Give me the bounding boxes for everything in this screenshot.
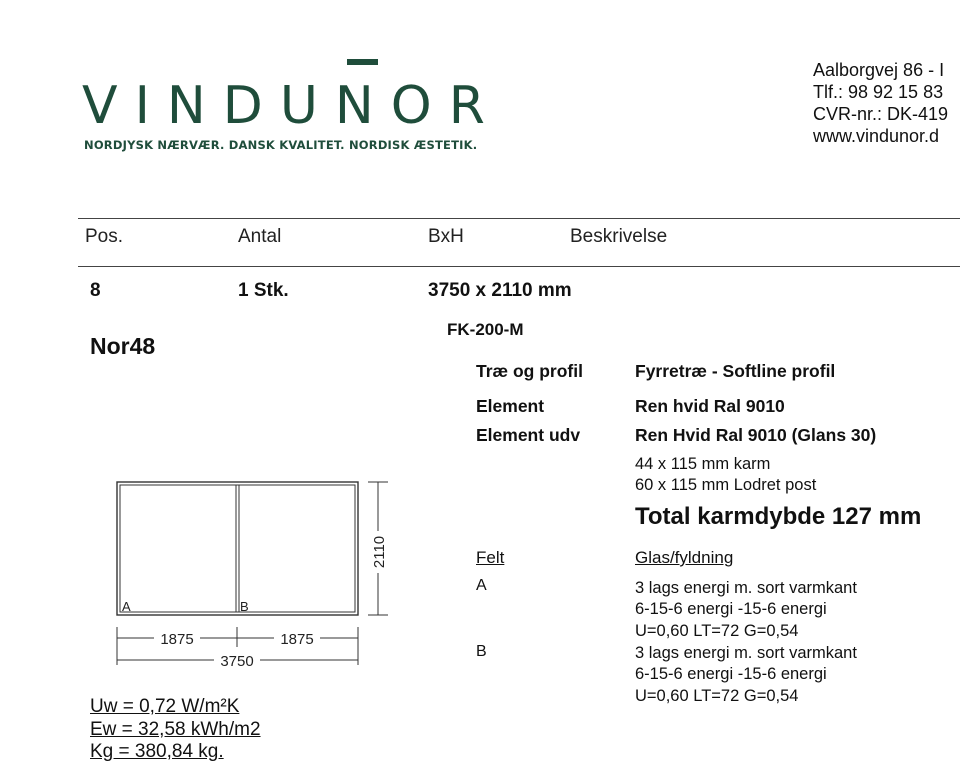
width-right-label: 1875 [280, 631, 314, 648]
item-bxh: 3750 x 2110 mm [428, 280, 572, 301]
field-a-line3: U=0,60 LT=72 G=0,54 [635, 622, 799, 640]
header-pos: Pos. [85, 226, 124, 247]
table-top-rule [78, 218, 960, 219]
width-left-label: 1875 [160, 631, 194, 648]
header-antal: Antal [238, 226, 282, 247]
prop-label-element-udv: Element udv [476, 425, 581, 445]
prop-value-wood: Fyrretræ - Softline profil [635, 361, 836, 381]
window-inner-frame [120, 485, 355, 612]
frame-total-depth: Total karmdybde 127 mm [635, 503, 922, 530]
logo-macron [347, 59, 378, 65]
item-pos: 8 [90, 280, 101, 301]
window-outer-frame [117, 482, 358, 615]
window-drawing [110, 475, 400, 675]
prop-label-wood: Træ og profil [476, 361, 583, 381]
field-a-line1: 3 lags energi m. sort varmkant [635, 579, 857, 597]
field-b-line3: U=0,60 LT=72 G=0,54 [635, 687, 799, 705]
address-line-1: Aalborgvej 86 - I [813, 60, 945, 80]
header-beskrivelse: Beskrivelse [570, 226, 668, 247]
prop-label-element: Element [476, 396, 545, 416]
height-dim-label: 2110 [371, 535, 388, 569]
item-name: Nor48 [90, 333, 156, 359]
spec-ew: Ew = 32,58 kWh/m2 [90, 719, 261, 740]
address-phone: Tlf.: 98 92 15 83 [813, 82, 944, 102]
field-b-letter: B [476, 643, 487, 660]
field-b-line2: 6-15-6 energi -15-6 energi [635, 665, 827, 683]
field-a-letter: A [476, 577, 487, 594]
field-b-line1: 3 lags energi m. sort varmkant [635, 644, 857, 662]
spec-uw: Uw = 0,72 W/m²K [90, 696, 240, 717]
prop-value-element: Ren hvid Ral 9010 [635, 396, 785, 416]
item-antal: 1 Stk. [238, 280, 289, 301]
header-bxh: BxH [428, 226, 464, 247]
address-cvr: CVR-nr.: DK-419 [813, 104, 949, 124]
item-code: FK-200-M [447, 320, 524, 339]
prop-value-element-udv: Ren Hvid Ral 9010 (Glans 30) [635, 425, 877, 445]
field-a-line2: 6-15-6 energi -15-6 energi [635, 600, 827, 618]
company-logo: VINDUNOR [82, 76, 502, 136]
address-website: www.vindunor.d [813, 126, 940, 146]
felt-header: Felt [476, 548, 505, 567]
pane-a-label: A [122, 599, 131, 614]
frame-karm: 44 x 115 mm karm [635, 455, 771, 473]
glas-header: Glas/fyldning [635, 548, 734, 567]
table-header-rule [78, 266, 960, 267]
total-width-label: 3750 [220, 653, 254, 670]
frame-post: 60 x 115 mm Lodret post [635, 476, 817, 494]
spec-kg: Kg = 380,84 kg. [90, 741, 224, 762]
logo-tagline: NORDJYSK NÆRVÆR. DANSK KVALITET. NORDISK ÆSTETIK. [84, 138, 478, 152]
pane-b-label: B [240, 599, 249, 614]
